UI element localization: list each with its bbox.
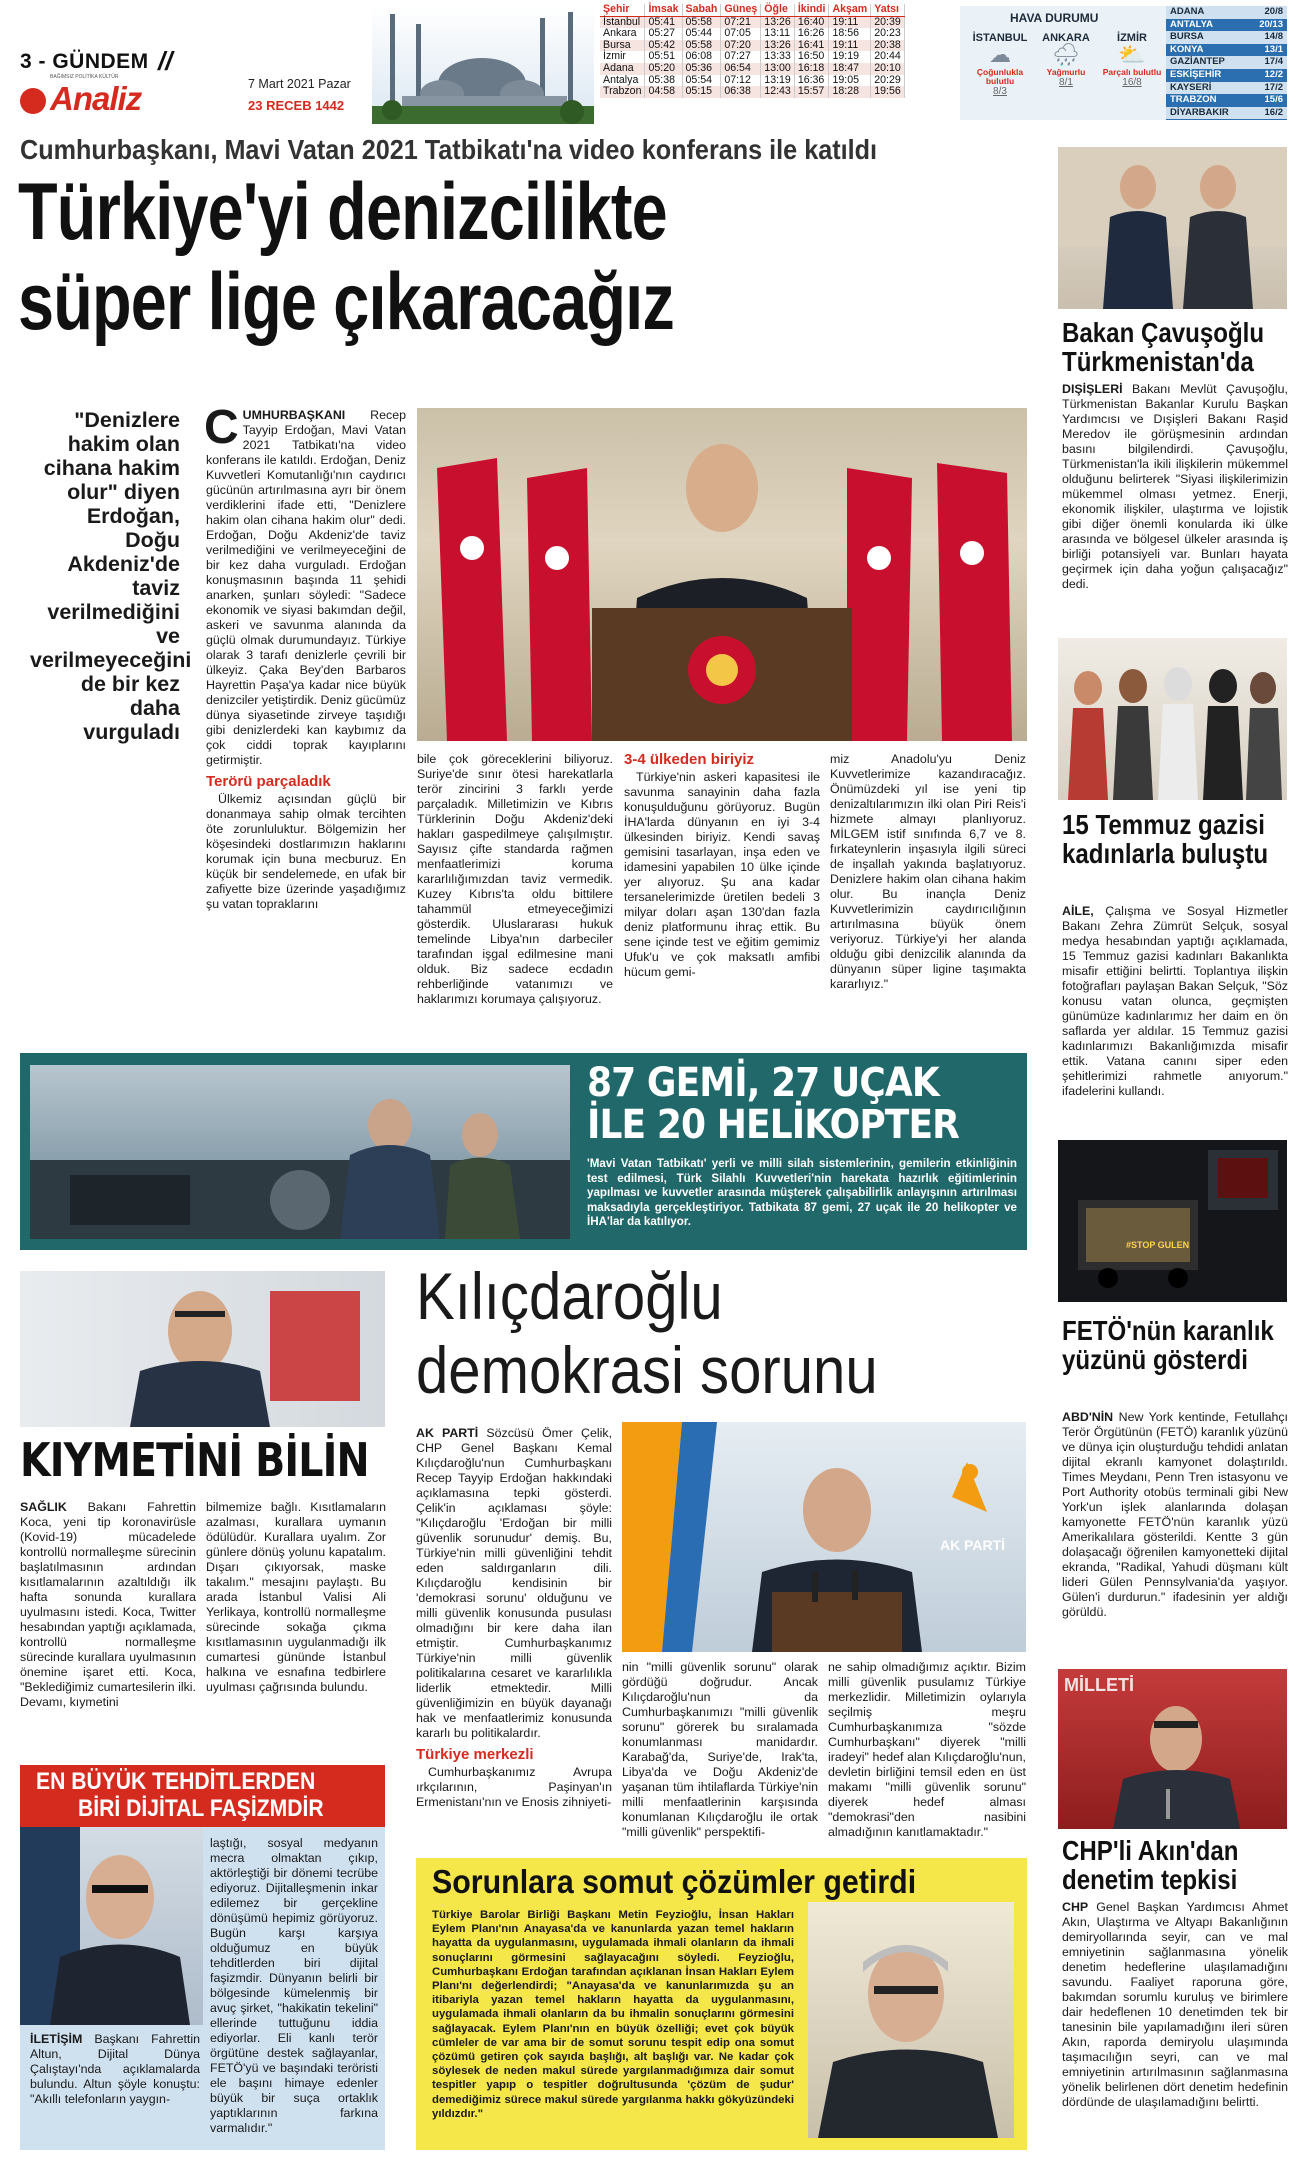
side3-text bbox=[1062, 1410, 1288, 1620]
health-column-2: bilmemize bağlı. Kısıtlamaların azalması, kurallara uymanın ödülüdür. Kurallara uyalım. Zor günlere dönüş yolunu kapatalım. Dışarı çıkıyorsak, maske takalım." mesajını paylaştı. Bu arada İstanbul Valisi Ali Yerlikaya, kontrollü normalleşme sürecinde sokağa çıkma kısıtlamasının uygulanmadığı ilk cumartesi gününde İstanbul halkına ve esnafına tedbirlere uyulması çağrısında bulundu. bbox=[206, 1500, 386, 1694]
weather-list-temp: 13/1 bbox=[1264, 43, 1283, 55]
kk-column-1 bbox=[416, 1426, 612, 1810]
bar-headline: Sorunlara somut çözümler getirdi bbox=[432, 1863, 917, 1900]
kk-column-2: nin "milli güvenlik sorunu" olarak gördüğü doğrudur. Ancak Kılıçdaroğlu'nun da Cumhurbaşkanımızı "milli güvenlik sorunu" görerek bu sıralamada konumlanması manidardır. Karabağ'da, Suriye'de, Irak'ta, Libya'da ve Doğu Akdeniz'de yaşanan tüm ihtilaflarda Türkiye'nin milli menfaatlerinin karşısında konumlanan Kılıçdaroğlu ile ortak "milli güvenlik" perspektifi- bbox=[622, 1660, 818, 1839]
logo-mark-icon bbox=[20, 88, 46, 114]
prayer-cell: 19:11 bbox=[829, 40, 871, 52]
exercise-banner bbox=[20, 1053, 1027, 1250]
weather-list-city: DİYARBAKIR bbox=[1170, 106, 1229, 118]
akin-photo bbox=[1058, 1669, 1287, 1829]
weather-list-city: TRABZON bbox=[1170, 94, 1217, 106]
prayer-cell: 13:26 bbox=[761, 16, 795, 28]
prayer-cell: 05:51 bbox=[645, 51, 682, 63]
dropcap: C bbox=[204, 401, 239, 454]
digital-column-1 bbox=[30, 2032, 200, 2107]
side3-body: New York kentinde, Fetullahçı Terör Örgütünün (FETÖ) karanlık yüzünü ve dünya için oluşturduğu tehdidi anlatan dijital ekranlı kamyonet dolaştırıldı. Times Meydanı, Penn Tren istasyonu ve Port Authority otobüs terminali gibi New York'un işlek alanlarında dolaşan kamyonette FETÖ'nün karanlık yüzü Amerikalılara gösterildi. Kentte 3 gün dolaşacağı öğrenilen kamyonetteki dijital ekranda, "Radikal, Yahudi düşmanı kült lideri Gülen Pennsylvania'da yaşıyor. Gülen'i durdurun." ifadesinin yer aldığı görüldü. bbox=[1062, 1410, 1288, 1619]
logo-text: Analiz bbox=[50, 80, 142, 117]
gazi-women-photo bbox=[1058, 638, 1287, 800]
prayer-cell: 06:08 bbox=[682, 51, 721, 63]
subhead-turkiye-merkezli: Türkiye merkezli bbox=[416, 1746, 534, 1763]
digital-headline-1: EN BÜYÜK TEHDİTLERDEN bbox=[36, 1768, 316, 1795]
prayer-cell: 18:56 bbox=[829, 28, 871, 40]
digital-header bbox=[20, 1765, 385, 1827]
weather-list-temp: 15/6 bbox=[1264, 94, 1283, 106]
lead-column-2: bile çok göreceklerini biliyoruz. Suriye'de sınır ötesi harekatlarla terör zincirini 3 farklı yerde parçaladık. Milletimizin ve Kıbrıs Türklerinin Doğu Akdeniz'deki hakları gaspedilmeye çalışılmıştır. Sayısız çifte standarda rağmen menfaatlerimizi koruma kararlılığımızdan taviz vermedik. Kuzey Kıbrıs'ta oldu bittilere tahammül etmeyeceğimizi gösterdik. Uluslararası hukuk temelinde Libya'nın darbeciler tarafından işgal edilmesine mani olduk. Biz sadece ecdadın rehberliğinde vatanımızı ve haklarımızı korumaya çalışıyoruz. bbox=[417, 752, 613, 1006]
weather-city-temp: 16/8 bbox=[1122, 77, 1142, 88]
weather-partly-cloudy-icon: ⛅ bbox=[1118, 43, 1146, 68]
weather-city-name: İZMİR bbox=[1117, 32, 1147, 44]
banner-title-2: İLE 20 HELİKOPTER bbox=[587, 1102, 959, 1148]
weather-list-temp: 17/4 bbox=[1264, 56, 1283, 68]
side1-body: Bakanı Mevlüt Çavuşoğlu, Türkmenistan Bakanlar Kurulu Başkan Yardımcısı ve Dışişleri Bakanı Raşid Meredov ile görüşmesinin ardından basını bilgilendirdi. Çavuşoğlu, Türkmenistan'la ikili ilişkilerin mükemmel olduğunu belirterek "Siyasi ilişkilerimizin mükemmel olması yetmez. Enerji, ekonomik ilişkiler, ulaştırma ve lojistik gibi diğer önemli konularda iki ülke arasında ve bölgesel ülkeler arasında iş birliği potansiyeli var. Bunları hayata geçirmek için daha yoğun çalışacağız" dedi. bbox=[1062, 382, 1288, 591]
prayer-cell: Ankara bbox=[600, 28, 645, 40]
prayer-cell: 05:20 bbox=[645, 63, 682, 75]
lead-column-1-text: Recep Tayyip Erdoğan, Mavi Vatan 2021 Tatbikatı'na video konferans ile katıldı. Erdoğan, Deniz Kuvvetleri Komutanlığı'nın caydırıcı gücünün artırılmasına ayrı bir önem verdiklerini ifade etti, "Denizlere hakim olan cihana hakim olur" dedi. Erdoğan, Doğu Akdeniz'de taviz verilmediğini ve verilmeyeceğini de bir kez daha vurguladı. Erdoğan konuşmasının başında 11 şehidi anarken, şunları söyledi: "Sadece ekonomik ve siyasi bakımdan değil, askeri ve savunma alanında da güçlü olmak durumundayız. Türkiye olarak 3 tarafı denizlerle çevrili bir ülkeyiz. Çaka Bey'den Barbaros Hayrettin Paşa'ya kadar nice büyük denizciler yetiştirdik. Deniz gücümüz dünya siyasetinde zirveye taşıdığı gibi denizlerdeki kan kaybımız da çok ciddi toprak kayıplarını getirmiştir. bbox=[206, 408, 406, 767]
lead-column-1 bbox=[204, 401, 406, 912]
side3-headline: FETÖ'nün karanlık yüzünü gösterdi bbox=[1062, 1315, 1274, 1375]
weather-panel bbox=[960, 6, 1287, 120]
weather-list-city: ADANA bbox=[1170, 6, 1205, 17]
prayer-cell: 16:41 bbox=[794, 40, 829, 52]
prayer-cell: 05:36 bbox=[682, 63, 721, 75]
side4-headline: CHP'li Akın'dan denetim tepkisi bbox=[1062, 1835, 1239, 1895]
weather-city-temp: 8/3 bbox=[993, 86, 1007, 97]
weather-list bbox=[1166, 6, 1287, 120]
weather-list-row bbox=[1166, 69, 1287, 82]
prayer-header-cell: Şehir bbox=[600, 4, 645, 16]
weather-list-temp: 16/2 bbox=[1264, 106, 1283, 118]
prayer-cell: 05:41 bbox=[645, 16, 682, 28]
weather-list-row bbox=[1166, 31, 1287, 44]
banner-text: 'Mavi Vatan Tatbikatı' yerli ve milli silah sistemlerinin, gemilerin etkinliğinin test edilmesi, Türk Silahlı Kuvvetleri'nin harekata hazırlık eğitimlerinin yapılması ve kuvvetler arasında müşterek çalışabilirlik anlayışının artırılması maksadıyla gerçekleştiriyor. Tatbikata 87 gemi, 27 uçak ile 20 helikopter ve İHA'lar da katılıyor. bbox=[587, 1157, 1017, 1228]
prayer-cell: 07:05 bbox=[721, 28, 761, 40]
logo-tagline: BAĞIMSIZ POLİTİKA KÜLTÜR bbox=[50, 74, 119, 80]
weather-list-temp: 20/13 bbox=[1259, 18, 1283, 30]
banner-title-1: 87 GEMİ, 27 UÇAK bbox=[587, 1060, 939, 1106]
prayer-cell: 05:58 bbox=[682, 40, 721, 52]
prayer-cell: 16:26 bbox=[794, 28, 829, 40]
prayer-times-table bbox=[600, 4, 905, 98]
weather-list-row bbox=[1166, 44, 1287, 57]
prayer-row bbox=[600, 86, 904, 98]
prayer-cell: Trabzon bbox=[600, 86, 645, 98]
weather-city-temp: 8/1 bbox=[1059, 77, 1073, 88]
side4-lead: CHP bbox=[1062, 1900, 1089, 1914]
koca-photo bbox=[20, 1271, 385, 1427]
weather-list-row bbox=[1166, 6, 1287, 19]
weather-list-row bbox=[1166, 82, 1287, 95]
section-slash-icon: // bbox=[158, 46, 173, 76]
prayer-cell: 18:47 bbox=[829, 63, 871, 75]
health-column-1 bbox=[20, 1500, 196, 1710]
bar-text: Türkiye Barolar Birliği Başkanı Metin Feyzioğlu, İnsan Hakları Eylem Planı'nın Anayasa'da ve kanunlarda yazan temel hakların hayatta da uygulanmasını, uygulamada ihmali olanların da ihmali sonuçlarını görmesini sağlayacağını söyledi. Feyzioğlu, Cumhurbaşkanı Erdoğan tarafından açıklanan İnsan Hakları Eylem Planı'nı değerlendirdi; "Anayasa'da ve kanunlarımızda şu an itibariyla yazan temel hakların hayatta da uygulanmasını, uygulamada ihmali olanların da bu ihmalin sonuçlarını görmesini sağlayacak. Eylem Planı'nın en büyük özelliği; evet çok büyük cümleler de var ama bir de somut sorunu tespit edip ona somut çözümü getiren çok sayıda başlığı, alt başlığı var. Ne kadar çok söylesek de neden makul sürede yargılanmadığımıza dair somut tespitler yapıp o tespitler doğrultusunda 'çözüm de şudur' demediğimiz sürece makul sürede yargılanma hakkı gökyüzündeki yıldızdır." bbox=[432, 1909, 794, 2120]
prayer-cell: Bursa bbox=[600, 40, 645, 52]
prayer-row bbox=[600, 63, 904, 75]
side2-text bbox=[1062, 904, 1288, 1099]
weather-city-condition: Yağmurlu bbox=[1046, 67, 1086, 77]
weather-list-temp: 12/2 bbox=[1264, 68, 1283, 80]
weather-city bbox=[968, 32, 1032, 118]
celik-photo bbox=[622, 1422, 1026, 1652]
prayer-cell: 13:33 bbox=[761, 51, 795, 63]
prayer-cell: Antalya bbox=[600, 75, 645, 87]
weather-city-condition: Çoğunlukla bulutlu bbox=[976, 67, 1024, 86]
digital-lead: İLETİŞİM bbox=[30, 2032, 83, 2046]
altun-photo bbox=[20, 1827, 203, 2025]
lead-column-4: miz Anadolu'yu Deniz Kuvvetlerimize kazandıracağız. Önümüzdeki yıl ise yeni tip denizaltılarımızın ilki olan Piri Reis'i hizmete almayı planlıyoruz. MİLGEM istif sınıfında 6,7 ve 8. fırkateynlerin inşasıyla ilgili süreci de inşallah yakında başlatıyoruz. Denizlere hakim olan cihana hakim olur. Bu inançla Deniz Kuvvetlerimizin caydırıcılığının artırılmasına büyük önem veriyoruz. Türkiye'yi her alanda olduğu gibi denizcilik alanında da dünyanın süper ligine taşımakta kararlıyız." bbox=[830, 752, 1026, 991]
prayer-cell: 07:27 bbox=[721, 51, 761, 63]
prayer-header-cell: Güneş bbox=[721, 4, 761, 16]
weather-list-city: ESKİŞEHİR bbox=[1170, 68, 1222, 80]
fetö-truck-photo bbox=[1058, 1140, 1287, 1302]
side3-lead: ABD'NİN bbox=[1062, 1410, 1114, 1424]
kk-column-1b-text: Cumhurbaşkanımız Avrupa ırkçılarının, Paşinyan'ın Ermenistanı'nın ve Enosis zihniyeti- bbox=[416, 1765, 612, 1809]
prayer-header-cell: Sabah bbox=[682, 4, 721, 16]
lead-column-3 bbox=[624, 752, 820, 980]
lead-column-3-text: Türkiye'nin askeri kapasitesi ile savunma sanayinin daha fazla konuşulduğunu görüyoruz. Bugün İHA'larda dünyanın en iyi 3-4 ülkesinden biriyiz. Kendi savaş gemisini tasarlayan, inşa eden ve idamesini yapabilen 10 ülke içinde yer alıyoruz. Şu ana kadar tersanelerimizde üretilen bedeli 3 milyar doları aşan 130'dan fazla deniz platformunu ihraç ettik. Bu sene içinde test ve eğitim gemimiz Ufuk'u ve çok maksatlı amfibi hücum gemi- bbox=[624, 770, 820, 979]
prayer-header-cell: Öğle bbox=[761, 4, 795, 16]
weather-city bbox=[1034, 32, 1098, 118]
prayer-cell: 06:38 bbox=[721, 86, 761, 98]
prayer-cell: 07:20 bbox=[721, 40, 761, 52]
health-column-1-text: Bakanı Fahrettin Koca, yeni tip koronavirüsle (Kovid-19) mücadelede kontrollü normalleşme sürecinin başlatılmasının ardından kısıtlamalarının azaltıldığı ilk hafta sonunda kurallara uyulmasını istedi. Koca, Twitter hesabından yaptığı açıklamada, kontrollü normalleşme sürecinde kurallara uyulmasının önemine işaret etti. Koca, "Beklediğimiz cumartesilerin ilki. Devamı, kıymetini bbox=[20, 1500, 196, 1709]
health-headline: KIYMETİNİ BİLİN bbox=[20, 1433, 369, 1487]
feyzioglu-photo bbox=[808, 1902, 1014, 2138]
kk-column-3: ne sahip olmadığımız açıktır. Bizim milli güvenlik pusulamız Türkiye merkezlidir. Milletimizin oylarıyla seçilmiş meşru Cumhurbaşkanımıza "sözde Cumhurbaşkanı" diyerek "milli iradeyi" hedef alan Kılıçdaroğlu'nun, devletin birliğini temsil eden en üst makamı "milli güvenlik sorunu" diyerek hedef alması "demokrasi"den nasibini almadığının kanıtlamaktadır." bbox=[828, 1660, 1026, 1839]
prayer-cell: 20:44 bbox=[871, 51, 905, 63]
lead-headline-line1: Türkiye'yi denizcilikte bbox=[18, 167, 667, 257]
kk-headline-1: Kılıçdaroğlu bbox=[416, 1259, 723, 1333]
weather-list-temp: 20/8 bbox=[1264, 6, 1283, 17]
akparti-logo-text: AK PARTİ bbox=[940, 1537, 1006, 1553]
prayer-header-cell: Akşam bbox=[829, 4, 871, 16]
cavusoglu-photo bbox=[1058, 147, 1287, 309]
prayer-cell: 05:27 bbox=[645, 28, 682, 40]
subhead-3-4-ulkeden-biriyiz: 3-4 ülkeden biriyiz bbox=[624, 751, 755, 768]
prayer-cell: 05:42 bbox=[645, 40, 682, 52]
erdogan-photo bbox=[417, 408, 1027, 741]
digital-headline-2: BİRİ DİJİTAL FAŞİZMDİR bbox=[78, 1795, 324, 1822]
prayer-header-cell: İmsak bbox=[645, 4, 682, 16]
weather-list-city: ANTALYA bbox=[1170, 18, 1213, 30]
prayer-cell: İstanbul bbox=[600, 16, 645, 28]
prayer-header-cell: Yatsı bbox=[871, 4, 905, 16]
lead-pullquote: "Denizlere hakim olan cihana hakim olur" diyen Erdoğan, Doğu Akdeniz'de taviz verilmediğini ve verilmeyeceğini de bir kez daha vurguladı bbox=[30, 408, 192, 744]
subhead-teroru-parcaladik: Terörü parçaladık bbox=[206, 773, 331, 790]
weather-list-temp: 17/2 bbox=[1264, 81, 1283, 93]
weather-list-row bbox=[1166, 19, 1287, 32]
weather-city bbox=[1100, 32, 1164, 118]
weather-list-row bbox=[1166, 56, 1287, 69]
weather-city-condition: Parçalı bulutlu bbox=[1102, 67, 1162, 77]
kk-column-1-text: Sözcüsü Ömer Çelik, CHP Genel Başkanı Kemal Kılıçdaroğlu'nun Cumhurbaşkanı Recep Tayyip Erdoğan hakkındaki açıklamasına tepki gösterdi. Çelik'in açıklaması şöyle: "Kılıçdaroğlu 'Erdoğan bir milli güvenlik sorunudur' demiş. Bu, Türkiye'nin milli güvenliğini tehdit eden saldırganların dili. Kılıçdaroğlu kendisinin bir 'demokrasi sorunu' olduğunu ve milli güvenlik konusunda pusulası olmadığını bir kere daha ilan etmiştir. Cumhurbaşkanımız Türkiye'nin milli güvenlik politikalarına cesaret ve kararlılıkla liderlik etmektedir. Milli güvenliğimizin en büyük dayanağı hak ve menfaatlerimiz konusunda kararlı bu politikalardır. bbox=[416, 1426, 613, 1740]
prayer-cell: 04:58 bbox=[645, 86, 682, 98]
akin-photo-backdrop-text: MİLLETİ bbox=[1064, 1675, 1134, 1695]
weather-cloud-icon: ☁ bbox=[989, 43, 1011, 68]
weather-list-row bbox=[1166, 94, 1287, 107]
kk-lead: AK PARTİ bbox=[416, 1426, 479, 1440]
lead-column-1-lead: UMHURBAŞKANI bbox=[242, 408, 346, 422]
weather-rain-icon: 🌧 bbox=[1052, 43, 1080, 68]
side1-text bbox=[1062, 382, 1288, 592]
weather-city-name: ANKARA bbox=[1042, 32, 1090, 44]
kk-headline-2: demokrasi sorunu bbox=[416, 1333, 878, 1407]
prayer-cell: 19:56 bbox=[871, 86, 905, 98]
weather-list-city: GAZİANTEP bbox=[1170, 56, 1225, 68]
prayer-cell: 12:43 bbox=[761, 86, 795, 98]
weather-list-city: KAYSERİ bbox=[1170, 81, 1212, 93]
lead-kicker: Cumhurbaşkanı, Mavi Vatan 2021 Tatbikatı'na video konferans ile katıldı bbox=[20, 134, 878, 165]
weather-list-temp: 14/8 bbox=[1264, 31, 1283, 43]
side2-body: Çalışma ve Sosyal Hizmetler Bakanı Zehra Zümrüt Selçuk, sosyal medya hesabından yaptığı açıklamada, 15 Temmuz gazisi kadınları Bakanlıkta misafir ettiğini belirtti. Toplantıya ilişkin fotoğrafları paylaşan Bakan Selçuk, "Söz konusu vatan olunca, geçmişten günümüze kadınlarımız her daim en ön saflarda yer aldılar. 15 Temmuz gazisi kadınlarımızı Bakanlığımızda misafir ettik. Vatana canını siper eden şehitlerimizi rahmetle anıyorum." ifadelerini kullandı. bbox=[1062, 904, 1288, 1098]
hijri-date: 23 RECEB 1442 bbox=[248, 98, 345, 113]
prayer-cell: 05:58 bbox=[682, 16, 721, 28]
prayer-cell: 13:11 bbox=[761, 28, 795, 40]
issue-date: 7 Mart 2021 Pazar bbox=[248, 77, 351, 91]
health-lead: SAĞLIK bbox=[20, 1500, 67, 1514]
side4-body: Genel Başkan Yardımcısı Ahmet Akın, Ulaştırma ve Altyapı Bakanlığının demiryollarında seyir, can ve mal emniyetinin sağlanmasına yönelik denetim hedeflerine ulaşılamadığını savundu. Faaliyet raporuna göre, bakımdan sorumlu kuruluş ve birimlere dair hedeflenen 10 denetimden tek bir tanesinin bile yapılamadığını ileri süren Akın, raporda demiryolu ulaşımında taşımacılığın seyri, can ve mal emniyetinin artırılmasının sağlanmasına yönelik belirlenen dört denetim hedefinin dördünde de ulaşılamadığını belirtti. bbox=[1062, 1900, 1288, 2109]
prayer-cell: 05:44 bbox=[682, 28, 721, 40]
mosque-illustration bbox=[372, 6, 594, 124]
weather-list-city: KONYA bbox=[1170, 43, 1204, 55]
prayer-cell: 05:54 bbox=[682, 75, 721, 87]
prayer-cell: 16:50 bbox=[794, 51, 829, 63]
prayer-cell: 19:05 bbox=[829, 75, 871, 87]
prayer-cell: 07:21 bbox=[721, 16, 761, 28]
exercise-photo bbox=[30, 1065, 570, 1239]
weather-title: HAVA DURUMU bbox=[1010, 11, 1099, 25]
side1-headline: Bakan Çavuşoğlu Türkmenistan'da bbox=[1062, 317, 1265, 377]
prayer-cell: 13:00 bbox=[761, 63, 795, 75]
prayer-cell: 16:36 bbox=[794, 75, 829, 87]
prayer-cell: 20:39 bbox=[871, 16, 905, 28]
prayer-cell: 20:23 bbox=[871, 28, 905, 40]
weather-list-row bbox=[1166, 107, 1287, 120]
logo bbox=[20, 74, 200, 118]
prayer-cell: İzmir bbox=[600, 51, 645, 63]
prayer-cell: 19:11 bbox=[829, 16, 871, 28]
prayer-header-row bbox=[600, 4, 904, 16]
prayer-cell: 07:12 bbox=[721, 75, 761, 87]
prayer-cell: 20:10 bbox=[871, 63, 905, 75]
prayer-cell: 05:15 bbox=[682, 86, 721, 98]
prayer-cell: Adana bbox=[600, 63, 645, 75]
prayer-cell: 16:18 bbox=[794, 63, 829, 75]
weather-city-name: İSTANBUL bbox=[972, 32, 1028, 44]
prayer-row bbox=[600, 28, 904, 40]
side4-text bbox=[1062, 1900, 1288, 2110]
lead-column-1b-text: Ülkemiz açısından güçlü bir donanmaya sahip olmak tercihten öte zorunluluktur. Bölgemizin her köşesindeki dostlarımızın haklarını korumak için buna mecburuz. En küçük bir sendelemede, en ufak bir zafiyette bize üzerinde yaşadığımız şu vatan topraklarını bbox=[206, 792, 406, 911]
prayer-cell: 15:57 bbox=[794, 86, 829, 98]
digital-column-2: laştığı, sosyal medyanın mecra olmaktan çıkıp, aktörleştiği bir dönemi tecrübe ediyoruz. Dijitalleşmenin inkar edilemez bir gerçekline dönüşümü hepimiz görüyoruz. Bugün karşı karşıya olduğumuz en büyük tehditlerden biri dijital faşizmdir. Dünyanın belirli bir bölgesinde kümelenmiş bir avuç şirket, "hakikatin tekelini" ellerinde tuttuğunu iddia ediyorlar. Eli kanlı terör örgütüne destek sağlayanlar, FETÖ'yü ve başındaki teröristi ele başını himaye edenler büyük bir suça ortaklık yaptıklarının farkına varmalıdır." bbox=[210, 1836, 378, 2135]
prayer-header-cell: İkindi bbox=[794, 4, 829, 16]
side1-lead: DIŞİŞLERİ bbox=[1062, 382, 1123, 396]
prayer-cell: 18:28 bbox=[829, 86, 871, 98]
prayer-cell: 13:26 bbox=[761, 40, 795, 52]
digital-column-1-text: Başkanı Fahrettin Altun, Dijital Dünya Çalıştayı'nda açıklamalarda bulundu. Altun şöyle konuştu: "Akıllı telefonların yaygın- bbox=[30, 2032, 200, 2106]
lead-headline-line2: süper lige çıkaracağız bbox=[18, 257, 674, 347]
prayer-cell: 16:40 bbox=[794, 16, 829, 28]
prayer-cell: 20:38 bbox=[871, 40, 905, 52]
bar-box bbox=[416, 1858, 1027, 2150]
side2-lead: AİLE, bbox=[1062, 904, 1094, 918]
prayer-cell: 19:19 bbox=[829, 51, 871, 63]
truck-screen-text: #STOP GULEN bbox=[1126, 1240, 1190, 1250]
prayer-cell: 20:29 bbox=[871, 75, 905, 87]
side2-headline: 15 Temmuz gazisi kadınlarla buluştu bbox=[1062, 809, 1269, 869]
prayer-cell: 05:38 bbox=[645, 75, 682, 87]
prayer-cell: 13:19 bbox=[761, 75, 795, 87]
weather-list-city: BURSA bbox=[1170, 31, 1204, 43]
prayer-cell: 06:54 bbox=[721, 63, 761, 75]
section-label: 3 - GÜNDEM bbox=[20, 50, 149, 73]
